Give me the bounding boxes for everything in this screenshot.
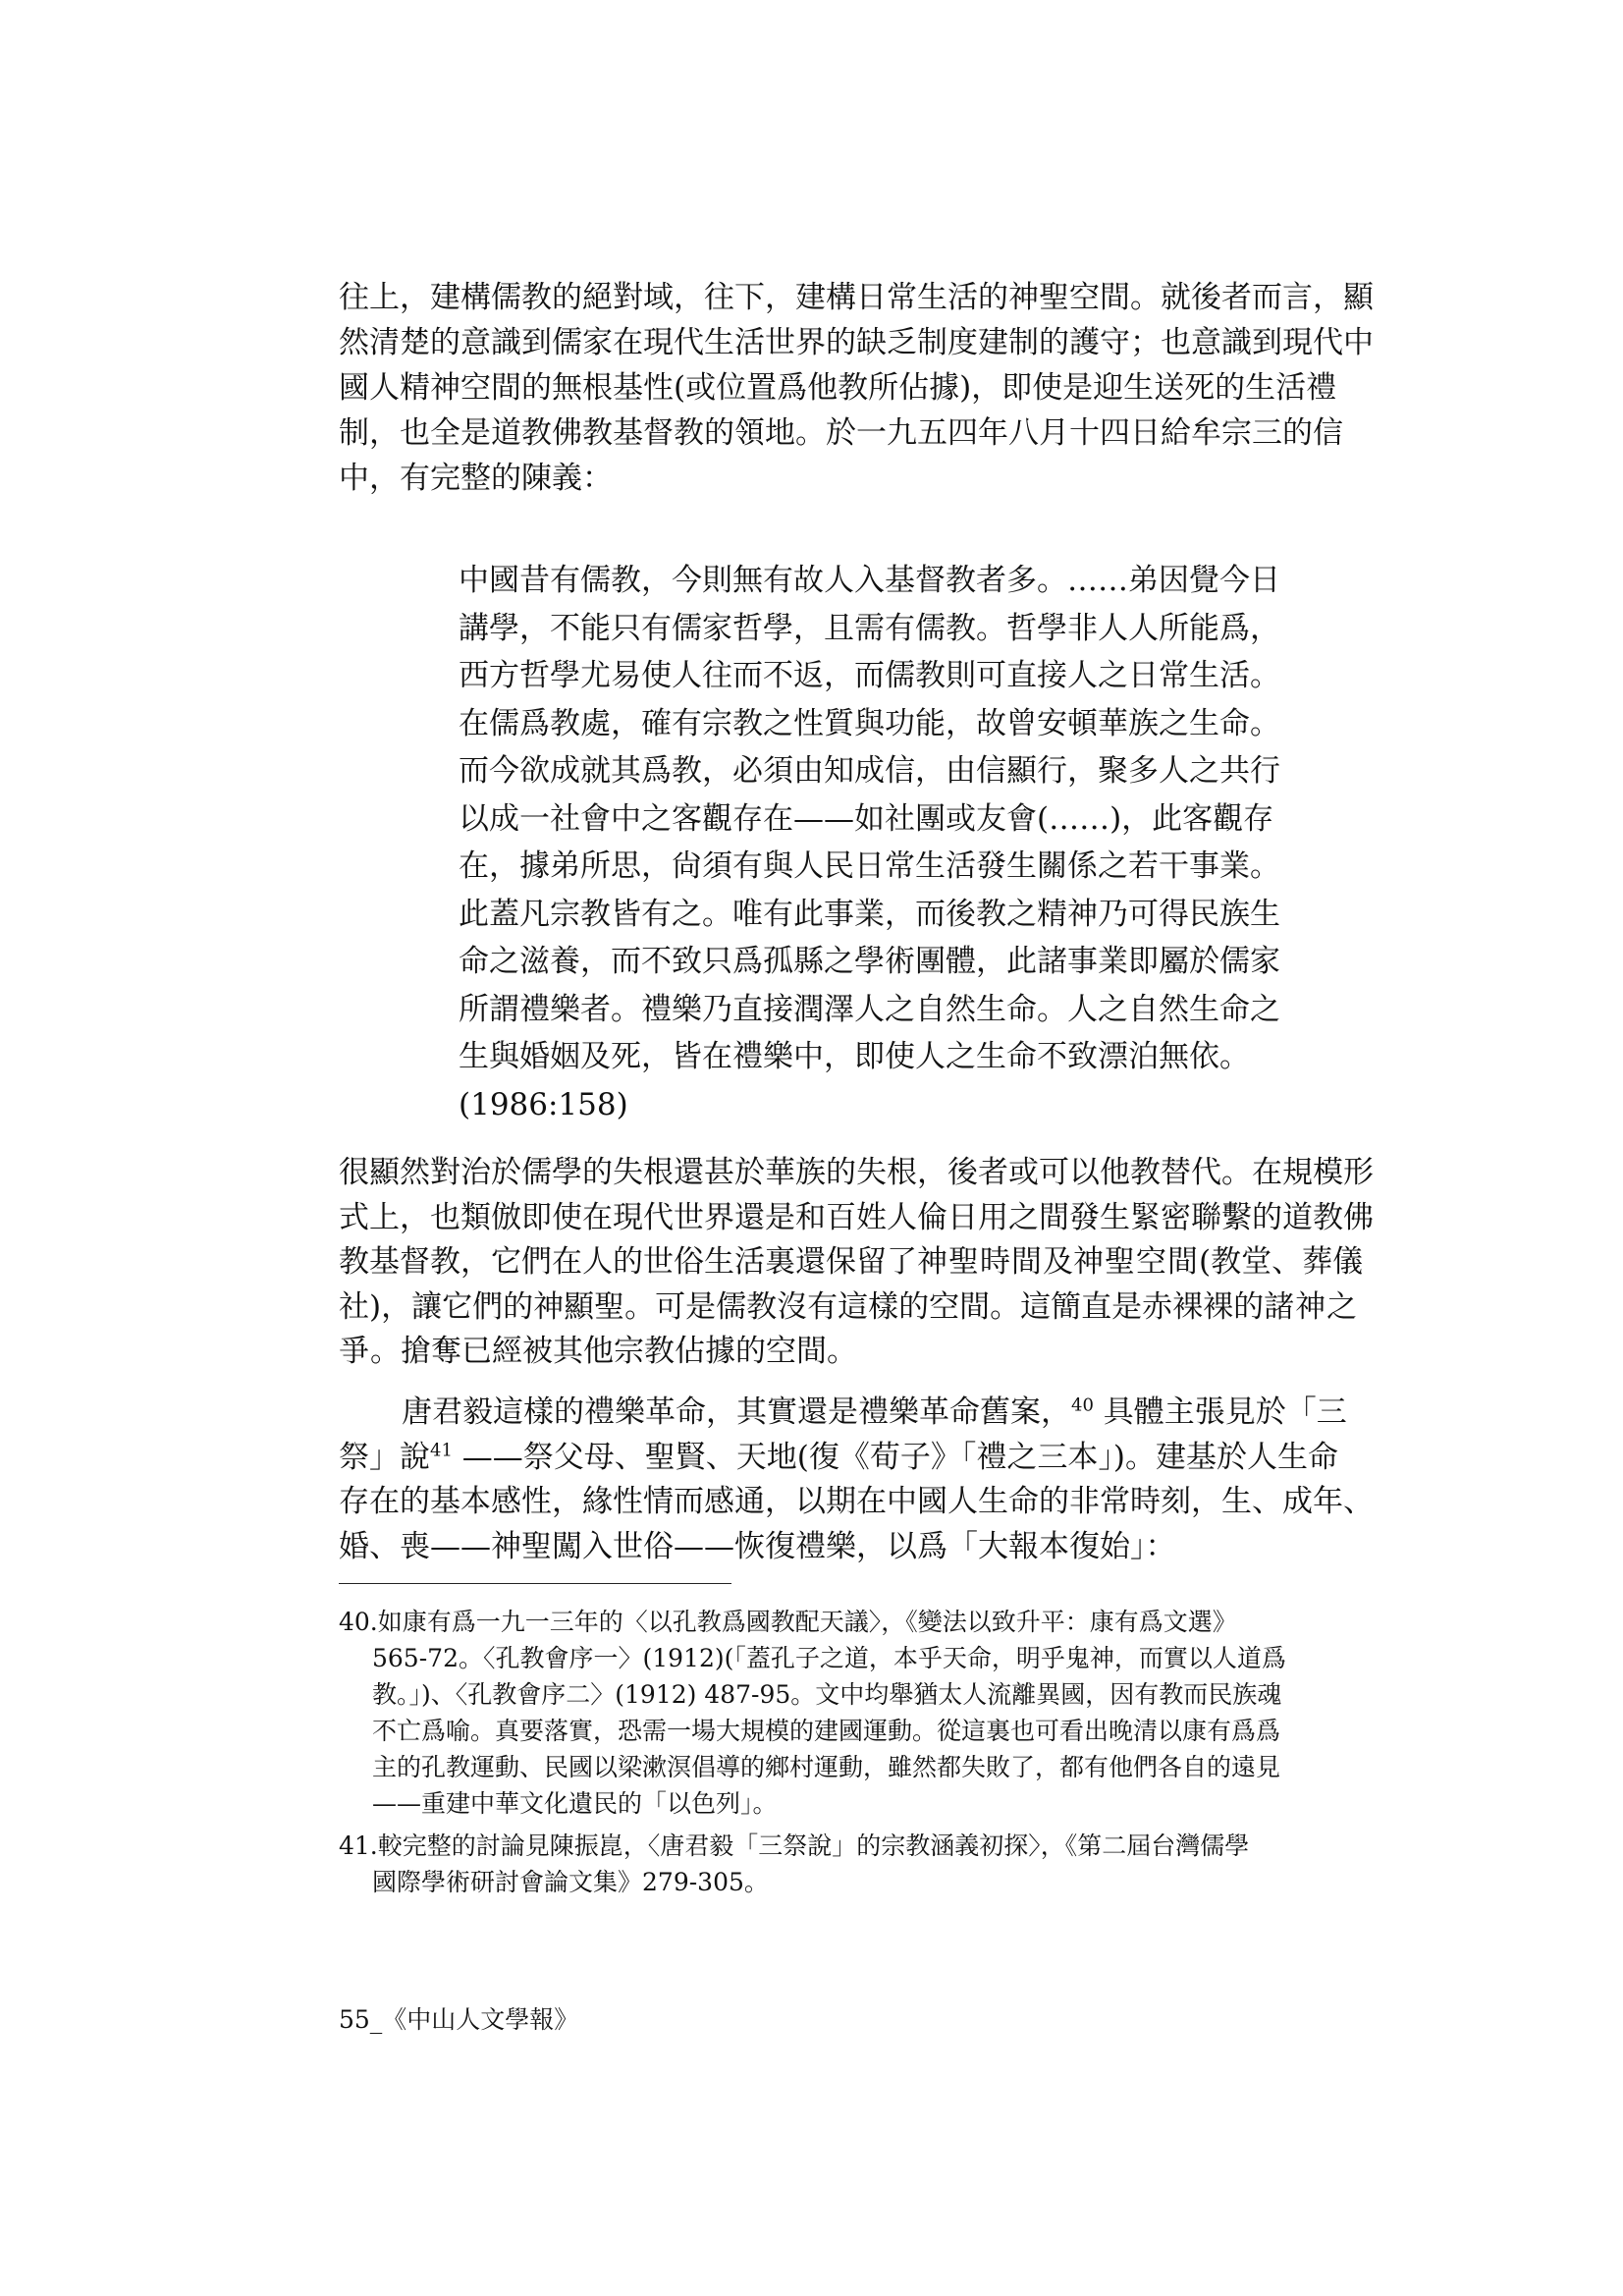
quote-line: 在，據弟所思，尙須有與人民日常生活發生關係之若干事業。 [459,848,1280,884]
emphasized-term: 神聖空間 [1073,1244,1199,1280]
text-line [339,1285,1359,1331]
text-segment: (教堂、葬儀 [1199,1244,1364,1280]
quote-line: 中國昔有儒教，今則無有故人入基督教者多。……弟因覺今日 [459,563,1280,598]
footnote-line: 教。」)、〈孔教會序二〉(1912) 487-95。文中均舉猶太人流離異國，因有教而民族魂 [372,1680,1282,1709]
footnotes [339,1604,1291,1900]
text-segment: 社)，讓它們的神顯聖。可是儒教沒有這樣的空間。這簡直是赤裸裸的 [339,1288,1265,1325]
page-footer: 55_《中山人文學報》 [339,2005,579,2034]
footnote-40 [339,1604,1291,1822]
quote-line: 講學，不能只有儒家哲學，且需有儒教。哲學非人人所能爲， [459,610,1280,646]
text-segment: 祭」說 [339,1439,430,1475]
text-line: 式上，也類倣即使在現代世界還是和百姓人倫日用之間發生緊密聯繫的道教佛 [339,1199,1374,1235]
footnote-41 [339,1828,1291,1900]
emphasized-term: 爭 [339,1334,370,1369]
footnote-line: 主的孔教運動、民國以梁漱溟倡導的鄉村運動，雖然都失敗了，都有他們各自的遠見 [372,1753,1281,1781]
text-segment: 教基督教，它們在人的世俗生活裏還保留了 [339,1244,917,1280]
body-paragraph-2 [339,1151,1374,1375]
text-line: 婚、喪——神聖闖入世俗——恢復禮樂，以爲「大報本復始」： [339,1528,1176,1564]
text-line: 很顯然對治於儒學的失根還甚於華族的失根，後者或可以他教替代。在規模形 [339,1155,1374,1190]
text-line: 然清楚的意識到儒家在現代生活世界的缺乏制度建制的護守；也意識到現代中 [339,325,1374,360]
emphasized-term: 諸神之 [1264,1288,1359,1325]
quote-line: 西方哲學尤易使人往而不返，而儒教則可直接人之日常生活。 [459,658,1280,693]
emphasized-term: 神聖時間 [917,1244,1043,1280]
quote-line: 生與婚姻及死，皆在禮樂中，即使人之生命不致漂泊無依。 [459,1039,1250,1074]
text-line: 國人精神空間的無根基性(或位置爲他教所佔據)，即使是迎生送死的生活禮 [339,370,1337,406]
text-segment: 。搶奪已經被其他宗教佔據的空間。 [370,1334,857,1369]
text-line [339,1391,1347,1436]
quote-line: 命之滋養，而不致只爲孤縣之學術團體，此諸事業即屬於儒家 [459,944,1280,979]
footnote-line: 565-72。〈孔教會序一〉(1912)(「蓋孔子之道，本乎天命，明乎鬼神，而實以人道爲 [372,1644,1286,1672]
text-line [339,1436,1338,1481]
text-line: 中，有完整的陳義： [339,461,613,496]
quote-line: 而今欲成就其爲教，必須由知成信，由信顯行，聚多人之共行 [459,753,1280,789]
text-line [339,1330,1281,1375]
footnote-line: 40.如康有爲一九一三年的〈以孔教爲國教配天議〉，《變法以致升平：康有爲文選》 [339,1608,1237,1636]
quote-line: 此蓋凡宗教皆有之。唯有此事業，而後教之精神乃可得民族生 [459,896,1280,932]
block-quote [459,557,1280,1128]
text-segment: ——祭父母、聖賢、天地(復《荀子》「禮之三本」)。建基於人生命 [452,1439,1338,1475]
text-line: 制，也全是道教佛教基督教的領地。於一九五四年八月十四日給牟宗三的信 [339,415,1343,451]
quote-citation: (1986:158) [459,1086,628,1122]
text-line: 往上，建構儒教的絕對域，往下，建構日常生活的神聖空間。就後者而言，顯 [339,280,1374,315]
text-segment: 唐君毅這樣的禮樂革命，其實還是禮樂革命舊案， [402,1394,1071,1430]
quote-line: 在儒爲教處，確有宗教之性質與功能，故曾安頓華族之生命。 [459,705,1280,741]
body-paragraph-1 [339,275,1374,501]
body-paragraph-3 [339,1391,1374,1569]
footnote-divider [339,1583,731,1584]
quote-line: 所謂禮樂者。禮樂乃直接潤澤人之自然生命。人之自然生命之 [459,991,1280,1027]
text-segment: 具體主張見於「三 [1093,1394,1347,1430]
text-line: 存在的基本感性，緣性情而感通，以期在中國人生命的非常時刻，生、成年、 [339,1484,1374,1519]
footnote-marker[interactable]: 41 [430,1440,453,1461]
text-line [339,1240,1364,1285]
footnote-line: ——重建中華文化遺民的「以色列」。 [372,1789,778,1818]
quote-line: 以成一社會中之客觀存在——如社團或友會(……)，此客觀存 [459,800,1274,837]
footnote-line: 國際學術研討會論文集》279-305。 [372,1868,769,1896]
footnote-line: 41.較完整的討論見陳振崑，〈唐君毅「三祭說」的宗教涵義初探〉，《第二屆台灣儒學 [339,1831,1250,1860]
text-segment: 及 [1043,1244,1073,1280]
footnote-line: 不亡爲喻。真要落實，恐需一場大規模的建國運動。從這裏也可看出晚清以康有爲爲 [372,1717,1281,1745]
footnote-marker[interactable]: 40 [1071,1394,1094,1416]
